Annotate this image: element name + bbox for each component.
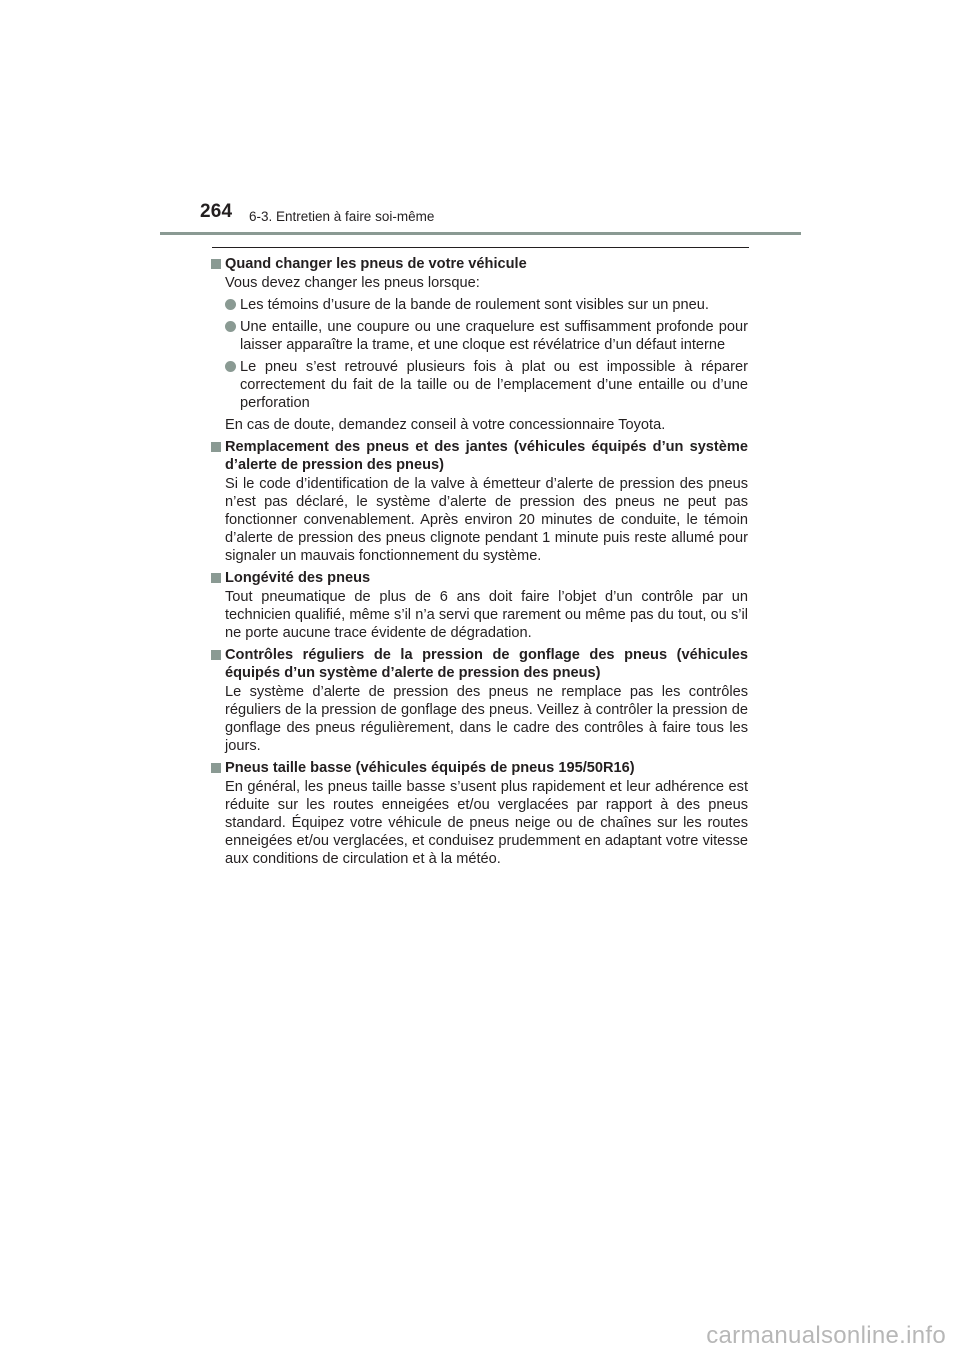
section-tire-longevity bbox=[210, 569, 748, 642]
section-heading-text: Longévité des pneus bbox=[225, 570, 371, 586]
round-bullet-icon bbox=[225, 299, 236, 310]
round-bullet-icon bbox=[225, 321, 236, 332]
list-item bbox=[225, 358, 748, 412]
section-divider bbox=[212, 247, 749, 248]
section-heading-text: Contrôles réguliers de la pression de gonflage des pneus (véhicules équipés d’un système d’alerte de pression des pneus) bbox=[225, 647, 748, 681]
section-heading bbox=[210, 759, 748, 777]
section-body: Le système d’alerte de pression des pneus ne remplace pas les contrôles réguliers de la pression de gonflage des pneus. Veillez à contrôler la pression de gonflage des pneus régulièrement, dans le cadre des contrôles à faire tous les jours. bbox=[225, 684, 748, 754]
section-heading bbox=[210, 255, 748, 273]
chapter-title: 6-3. Entretien à faire soi-même bbox=[249, 209, 435, 224]
watermark-text: carmanualsonline.info bbox=[706, 1322, 946, 1349]
section-heading bbox=[210, 569, 748, 587]
section-heading bbox=[210, 646, 748, 682]
page-header bbox=[0, 0, 960, 240]
section-body: Tout pneumatique de plus de 6 ans doit faire l’objet d’un contrôle par un technicien qualifié, même s’il n’a servi que rarement ou même pas du tout, ou s’il ne porte aucune trace évidente de dégradation. bbox=[225, 589, 748, 641]
square-bullet-icon bbox=[211, 442, 221, 452]
section-heading-text: Quand changer les pneus de votre véhicule bbox=[225, 256, 527, 272]
square-bullet-icon bbox=[211, 573, 221, 583]
section-body: Si le code d’identification de la valve à émetteur d’alerte de pression des pneus n’est pas déclaré, le système d’alerte de pression des pneus ne peut pas fonctionner convenablement. Après environ 20 minutes de conduite, le témoin d’alerte de pression des pneus clignote pendant 1 minute puis reste allumé pour signaler un mauvais fonctionnement du système. bbox=[225, 476, 748, 564]
section-tire-wheel-replacement bbox=[210, 438, 748, 565]
section-body: En général, les pneus taille basse s’usent plus rapidement et leur adhérence est réduite sur les routes enneigées et/ou verglacées par rapport à des pneus standard. Équipez votre véhicule de pneus neige ou de chaînes sur les routes enneigées et/ou verglacées, et conduisez prudemment en adaptant votre vitesse aux conditions de circulation et à la météo. bbox=[225, 779, 748, 867]
section-pressure-checks bbox=[210, 646, 748, 755]
list-item bbox=[225, 318, 748, 354]
list-item-text: Une entaille, une coupure ou une craquelure est suffisamment profonde pour laisser apparaître la trame, et une cloque est révélatrice d’un défaut interne bbox=[240, 319, 748, 353]
square-bullet-icon bbox=[211, 763, 221, 773]
section-intro: Vous devez changer les pneus lorsque: bbox=[225, 275, 480, 291]
section-heading bbox=[210, 438, 748, 474]
square-bullet-icon bbox=[211, 259, 221, 269]
round-bullet-icon bbox=[225, 361, 236, 372]
section-low-profile-tires bbox=[210, 759, 748, 868]
page-content bbox=[210, 255, 748, 872]
list-item-text: Les témoins d’usure de la bande de roulement sont visibles sur un pneu. bbox=[240, 297, 709, 313]
list-item-text: Le pneu s’est retrouvé plusieurs fois à plat ou est impossible à réparer correctement du fait de la taille ou de l’emplacement d’une entaille ou d’une perforation bbox=[240, 359, 748, 411]
list-item bbox=[225, 296, 748, 314]
section-heading-text: Pneus taille basse (véhicules équipés de pneus 195/50R16) bbox=[225, 760, 635, 776]
bullet-list bbox=[225, 296, 748, 412]
section-heading-text: Remplacement des pneus et des jantes (véhicules équipés d’un système d’alerte de pression des pneus) bbox=[225, 439, 748, 473]
page-number: 264 bbox=[200, 201, 233, 222]
section-outro: En cas de doute, demandez conseil à votre concessionnaire Toyota. bbox=[225, 417, 666, 433]
header-divider bbox=[160, 232, 801, 235]
section-when-to-change bbox=[210, 255, 748, 434]
square-bullet-icon bbox=[211, 650, 221, 660]
